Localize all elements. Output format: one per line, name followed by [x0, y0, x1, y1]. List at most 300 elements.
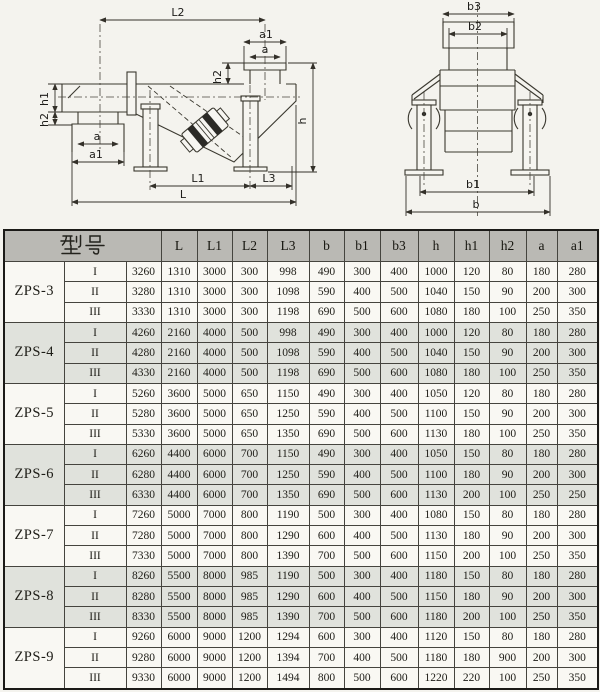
type-cell: I: [64, 322, 126, 342]
value-cell: 3280: [126, 282, 161, 302]
value-cell: 500: [380, 587, 418, 607]
value-cell: 300: [557, 587, 598, 607]
value-cell: 500: [309, 566, 344, 586]
value-cell: 8000: [197, 566, 232, 586]
value-cell: 150: [454, 566, 489, 586]
value-cell: 90: [489, 282, 526, 302]
value-cell: 200: [526, 465, 557, 485]
value-cell: 200: [454, 607, 489, 627]
type-cell: II: [64, 526, 126, 546]
value-cell: 300: [344, 322, 380, 342]
value-cell: 200: [454, 546, 489, 566]
value-cell: 6000: [197, 444, 232, 464]
value-cell: 200: [526, 587, 557, 607]
value-cell: 3000: [197, 282, 232, 302]
value-cell: 180: [454, 465, 489, 485]
value-cell: 150: [454, 282, 489, 302]
value-cell: 1198: [267, 363, 309, 383]
value-cell: 6280: [126, 465, 161, 485]
value-cell: 800: [232, 546, 267, 566]
value-cell: 5260: [126, 383, 161, 403]
value-cell: 1150: [418, 546, 454, 566]
value-cell: 1198: [267, 302, 309, 322]
value-cell: 300: [557, 404, 598, 424]
value-cell: 1180: [418, 647, 454, 667]
value-cell: 600: [380, 363, 418, 383]
type-cell: III: [64, 485, 126, 505]
dim-label-b: b: [472, 198, 480, 211]
value-cell: 4400: [161, 485, 197, 505]
value-cell: 800: [232, 505, 267, 525]
value-cell: 1130: [418, 526, 454, 546]
value-cell: 1220: [418, 668, 454, 689]
value-cell: 400: [380, 566, 418, 586]
value-cell: 300: [344, 383, 380, 403]
value-cell: 90: [489, 526, 526, 546]
side-view-dimensions: [48, 20, 317, 206]
dim-label-h: h: [296, 117, 309, 125]
value-cell: 100: [489, 302, 526, 322]
dim-label-h2-left: h2: [38, 113, 51, 127]
value-cell: 1040: [418, 282, 454, 302]
type-cell: I: [64, 505, 126, 525]
value-cell: 100: [489, 668, 526, 689]
header-row: [4, 230, 598, 262]
table-row: [4, 526, 598, 546]
value-cell: 500: [380, 526, 418, 546]
value-cell: 590: [309, 282, 344, 302]
value-cell: 300: [344, 505, 380, 525]
value-cell: 1120: [418, 627, 454, 647]
value-cell: 600: [380, 302, 418, 322]
value-cell: 1200: [232, 668, 267, 689]
type-cell: I: [64, 627, 126, 647]
value-cell: 350: [557, 302, 598, 322]
value-cell: 1000: [418, 262, 454, 282]
value-cell: 500: [380, 647, 418, 667]
value-cell: 1098: [267, 343, 309, 363]
value-cell: 500: [232, 322, 267, 342]
value-cell: 280: [557, 566, 598, 586]
value-cell: 400: [344, 526, 380, 546]
value-cell: 590: [309, 404, 344, 424]
value-cell: 280: [557, 627, 598, 647]
table-row: [4, 627, 598, 647]
value-cell: 300: [344, 627, 380, 647]
value-cell: 280: [557, 383, 598, 403]
front-view-labels: [466, 0, 482, 211]
model-header-glyphs: [59, 233, 107, 255]
type-cell: I: [64, 383, 126, 403]
value-cell: 500: [232, 343, 267, 363]
value-cell: 8000: [197, 587, 232, 607]
spec-table-body: [4, 262, 598, 690]
value-cell: 90: [489, 404, 526, 424]
value-cell: 150: [454, 343, 489, 363]
value-cell: 4400: [161, 465, 197, 485]
table-row: [4, 465, 598, 485]
dim-label-L1: L1: [191, 172, 205, 185]
col-header-L3: L3: [267, 230, 309, 262]
value-cell: 600: [380, 424, 418, 444]
col-header-b1: b1: [344, 230, 380, 262]
value-cell: 1390: [267, 546, 309, 566]
value-cell: 1040: [418, 343, 454, 363]
dim-label-b1: b1: [466, 178, 480, 191]
value-cell: 1394: [267, 647, 309, 667]
value-cell: 1050: [418, 444, 454, 464]
model-header-cell: [4, 230, 161, 262]
value-cell: 490: [309, 262, 344, 282]
type-cell: II: [64, 647, 126, 667]
col-header-a1: a1: [557, 230, 598, 262]
value-cell: 250: [526, 363, 557, 383]
value-cell: 8000: [197, 607, 232, 627]
model-cell: ZPS-7: [4, 505, 64, 566]
value-cell: 8260: [126, 566, 161, 586]
model-cell: ZPS-8: [4, 566, 64, 627]
value-cell: 1200: [232, 647, 267, 667]
dim-label-a1-bottom: a1: [89, 148, 103, 161]
value-cell: 300: [557, 647, 598, 667]
type-cell: II: [64, 343, 126, 363]
table-row: [4, 647, 598, 667]
value-cell: 180: [454, 587, 489, 607]
value-cell: 7280: [126, 526, 161, 546]
table-row: [4, 404, 598, 424]
value-cell: 280: [557, 262, 598, 282]
value-cell: 500: [380, 343, 418, 363]
value-cell: 5000: [161, 505, 197, 525]
type-cell: III: [64, 668, 126, 689]
dim-label-h1: h1: [38, 92, 51, 106]
value-cell: 8280: [126, 587, 161, 607]
table-row: [4, 383, 598, 403]
value-cell: 1080: [418, 363, 454, 383]
value-cell: 650: [232, 424, 267, 444]
value-cell: 1150: [267, 444, 309, 464]
value-cell: 250: [526, 424, 557, 444]
value-cell: 180: [526, 444, 557, 464]
value-cell: 500: [344, 546, 380, 566]
table-row: [4, 282, 598, 302]
value-cell: 80: [489, 566, 526, 586]
table-row: [4, 302, 598, 322]
value-cell: 2160: [161, 363, 197, 383]
value-cell: 80: [489, 505, 526, 525]
value-cell: 985: [232, 566, 267, 586]
value-cell: 300: [557, 282, 598, 302]
value-cell: 1390: [267, 607, 309, 627]
value-cell: 4000: [197, 363, 232, 383]
value-cell: 5500: [161, 587, 197, 607]
dim-label-L3: L3: [262, 172, 276, 185]
value-cell: 6000: [197, 465, 232, 485]
value-cell: 7000: [197, 526, 232, 546]
value-cell: 490: [309, 383, 344, 403]
type-cell: II: [64, 465, 126, 485]
value-cell: 4000: [197, 343, 232, 363]
model-cell: ZPS-5: [4, 383, 64, 444]
value-cell: 280: [557, 505, 598, 525]
value-cell: 100: [489, 546, 526, 566]
table-row: [4, 262, 598, 282]
value-cell: 200: [526, 282, 557, 302]
value-cell: 150: [454, 444, 489, 464]
value-cell: 90: [489, 343, 526, 363]
value-cell: 400: [344, 282, 380, 302]
dim-label-b2: b2: [468, 20, 482, 33]
value-cell: 180: [454, 526, 489, 546]
value-cell: 1150: [267, 383, 309, 403]
value-cell: 150: [454, 627, 489, 647]
value-cell: 6330: [126, 485, 161, 505]
table-row: [4, 566, 598, 586]
value-cell: 400: [380, 627, 418, 647]
value-cell: 490: [309, 322, 344, 342]
value-cell: 250: [526, 485, 557, 505]
value-cell: 1190: [267, 505, 309, 525]
value-cell: 400: [380, 383, 418, 403]
spec-table: [3, 229, 599, 690]
value-cell: 590: [309, 343, 344, 363]
value-cell: 1494: [267, 668, 309, 689]
value-cell: 1350: [267, 485, 309, 505]
value-cell: 300: [232, 282, 267, 302]
value-cell: 600: [309, 627, 344, 647]
value-cell: 350: [557, 546, 598, 566]
value-cell: 180: [526, 262, 557, 282]
table-row: [4, 485, 598, 505]
col-header-b3: b3: [380, 230, 418, 262]
dim-label-L: L: [179, 188, 187, 201]
spec-table-container: [3, 229, 597, 690]
value-cell: 90: [489, 587, 526, 607]
value-cell: 3000: [197, 302, 232, 322]
value-cell: 120: [454, 262, 489, 282]
value-cell: 600: [380, 607, 418, 627]
value-cell: 9330: [126, 668, 161, 689]
value-cell: 280: [557, 444, 598, 464]
value-cell: 300: [557, 526, 598, 546]
value-cell: 400: [380, 505, 418, 525]
value-cell: 1250: [267, 465, 309, 485]
value-cell: 180: [454, 647, 489, 667]
value-cell: 700: [232, 485, 267, 505]
col-header-h1: h1: [454, 230, 489, 262]
value-cell: 5500: [161, 607, 197, 627]
value-cell: 4280: [126, 343, 161, 363]
value-cell: 100: [489, 424, 526, 444]
value-cell: 100: [489, 485, 526, 505]
value-cell: 250: [526, 546, 557, 566]
value-cell: 4260: [126, 322, 161, 342]
value-cell: 4400: [161, 444, 197, 464]
value-cell: 1294: [267, 627, 309, 647]
value-cell: 250: [557, 485, 598, 505]
value-cell: 1050: [418, 383, 454, 403]
value-cell: 985: [232, 587, 267, 607]
type-cell: III: [64, 546, 126, 566]
value-cell: 6000: [161, 668, 197, 689]
value-cell: 250: [526, 607, 557, 627]
col-header-a: a: [526, 230, 557, 262]
value-cell: 1080: [418, 505, 454, 525]
value-cell: 800: [232, 526, 267, 546]
value-cell: 590: [309, 465, 344, 485]
value-cell: 120: [454, 322, 489, 342]
value-cell: 180: [526, 627, 557, 647]
value-cell: 1100: [418, 465, 454, 485]
table-row: [4, 587, 598, 607]
value-cell: 700: [232, 444, 267, 464]
value-cell: 500: [344, 424, 380, 444]
value-cell: 300: [557, 343, 598, 363]
value-cell: 1290: [267, 526, 309, 546]
value-cell: 400: [344, 404, 380, 424]
value-cell: 180: [526, 383, 557, 403]
type-cell: I: [64, 566, 126, 586]
value-cell: 1000: [418, 322, 454, 342]
value-cell: 180: [526, 566, 557, 586]
value-cell: 500: [344, 668, 380, 689]
value-cell: 650: [232, 404, 267, 424]
value-cell: 500: [344, 485, 380, 505]
value-cell: 300: [344, 566, 380, 586]
value-cell: 2160: [161, 343, 197, 363]
value-cell: 180: [454, 302, 489, 322]
table-row: [4, 546, 598, 566]
value-cell: 5500: [161, 566, 197, 586]
value-cell: 90: [489, 465, 526, 485]
value-cell: 1310: [161, 302, 197, 322]
value-cell: 700: [309, 647, 344, 667]
value-cell: 600: [380, 546, 418, 566]
type-cell: I: [64, 262, 126, 282]
value-cell: 80: [489, 383, 526, 403]
value-cell: 200: [526, 404, 557, 424]
col-header-L2: L2: [232, 230, 267, 262]
dim-label-a-bottom: a: [93, 130, 101, 143]
value-cell: 180: [526, 505, 557, 525]
value-cell: 800: [309, 668, 344, 689]
value-cell: 9260: [126, 627, 161, 647]
value-cell: 700: [309, 546, 344, 566]
value-cell: 120: [454, 383, 489, 403]
value-cell: 7260: [126, 505, 161, 525]
table-row: [4, 343, 598, 363]
table-row: [4, 668, 598, 689]
value-cell: 3600: [161, 404, 197, 424]
value-cell: 600: [309, 587, 344, 607]
value-cell: 80: [489, 444, 526, 464]
value-cell: 2160: [161, 322, 197, 342]
value-cell: 350: [557, 668, 598, 689]
type-cell: II: [64, 282, 126, 302]
value-cell: 250: [526, 668, 557, 689]
value-cell: 1310: [161, 282, 197, 302]
value-cell: 9280: [126, 647, 161, 667]
value-cell: 250: [526, 302, 557, 322]
value-cell: 1310: [161, 262, 197, 282]
value-cell: 7000: [197, 505, 232, 525]
value-cell: 220: [454, 668, 489, 689]
value-cell: 200: [526, 343, 557, 363]
value-cell: 7000: [197, 546, 232, 566]
value-cell: 1100: [418, 404, 454, 424]
value-cell: 4330: [126, 363, 161, 383]
value-cell: 9000: [197, 647, 232, 667]
type-cell: III: [64, 302, 126, 322]
value-cell: 690: [309, 302, 344, 322]
value-cell: 4000: [197, 322, 232, 342]
value-cell: 500: [380, 404, 418, 424]
model-cell: ZPS-3: [4, 262, 64, 323]
col-header-h2: h2: [489, 230, 526, 262]
value-cell: 500: [380, 282, 418, 302]
col-header-L: L: [161, 230, 197, 262]
value-cell: 6260: [126, 444, 161, 464]
dim-label-L2: L2: [171, 6, 185, 19]
value-cell: 400: [380, 444, 418, 464]
value-cell: 3260: [126, 262, 161, 282]
value-cell: 5000: [161, 526, 197, 546]
value-cell: 280: [557, 322, 598, 342]
value-cell: 1190: [267, 566, 309, 586]
value-cell: 5000: [197, 404, 232, 424]
side-view-labels: [38, 6, 309, 201]
value-cell: 400: [380, 262, 418, 282]
type-cell: II: [64, 587, 126, 607]
value-cell: 6000: [161, 627, 197, 647]
value-cell: 5280: [126, 404, 161, 424]
value-cell: 690: [309, 424, 344, 444]
value-cell: 985: [232, 607, 267, 627]
value-cell: 300: [232, 302, 267, 322]
value-cell: 600: [380, 485, 418, 505]
table-row: [4, 444, 598, 464]
value-cell: 5000: [197, 424, 232, 444]
value-cell: 1180: [418, 607, 454, 627]
model-cell: ZPS-6: [4, 444, 64, 505]
value-cell: 500: [232, 363, 267, 383]
value-cell: 200: [526, 526, 557, 546]
type-cell: III: [64, 424, 126, 444]
value-cell: 150: [454, 404, 489, 424]
dim-label-h2-top: h2: [211, 70, 224, 84]
value-cell: 1130: [418, 424, 454, 444]
value-cell: 6000: [197, 485, 232, 505]
value-cell: 350: [557, 607, 598, 627]
value-cell: 500: [309, 505, 344, 525]
type-cell: III: [64, 607, 126, 627]
value-cell: 3000: [197, 262, 232, 282]
value-cell: 3330: [126, 302, 161, 322]
value-cell: 180: [454, 363, 489, 383]
value-cell: 1180: [418, 566, 454, 586]
value-cell: 9000: [197, 668, 232, 689]
value-cell: 180: [454, 424, 489, 444]
value-cell: 5330: [126, 424, 161, 444]
value-cell: 300: [344, 262, 380, 282]
value-cell: 5000: [161, 546, 197, 566]
value-cell: 400: [380, 322, 418, 342]
value-cell: 600: [380, 668, 418, 689]
front-view-outline: [405, 22, 549, 175]
value-cell: 5000: [197, 383, 232, 403]
technical-drawings: [0, 0, 600, 226]
value-cell: 3600: [161, 383, 197, 403]
